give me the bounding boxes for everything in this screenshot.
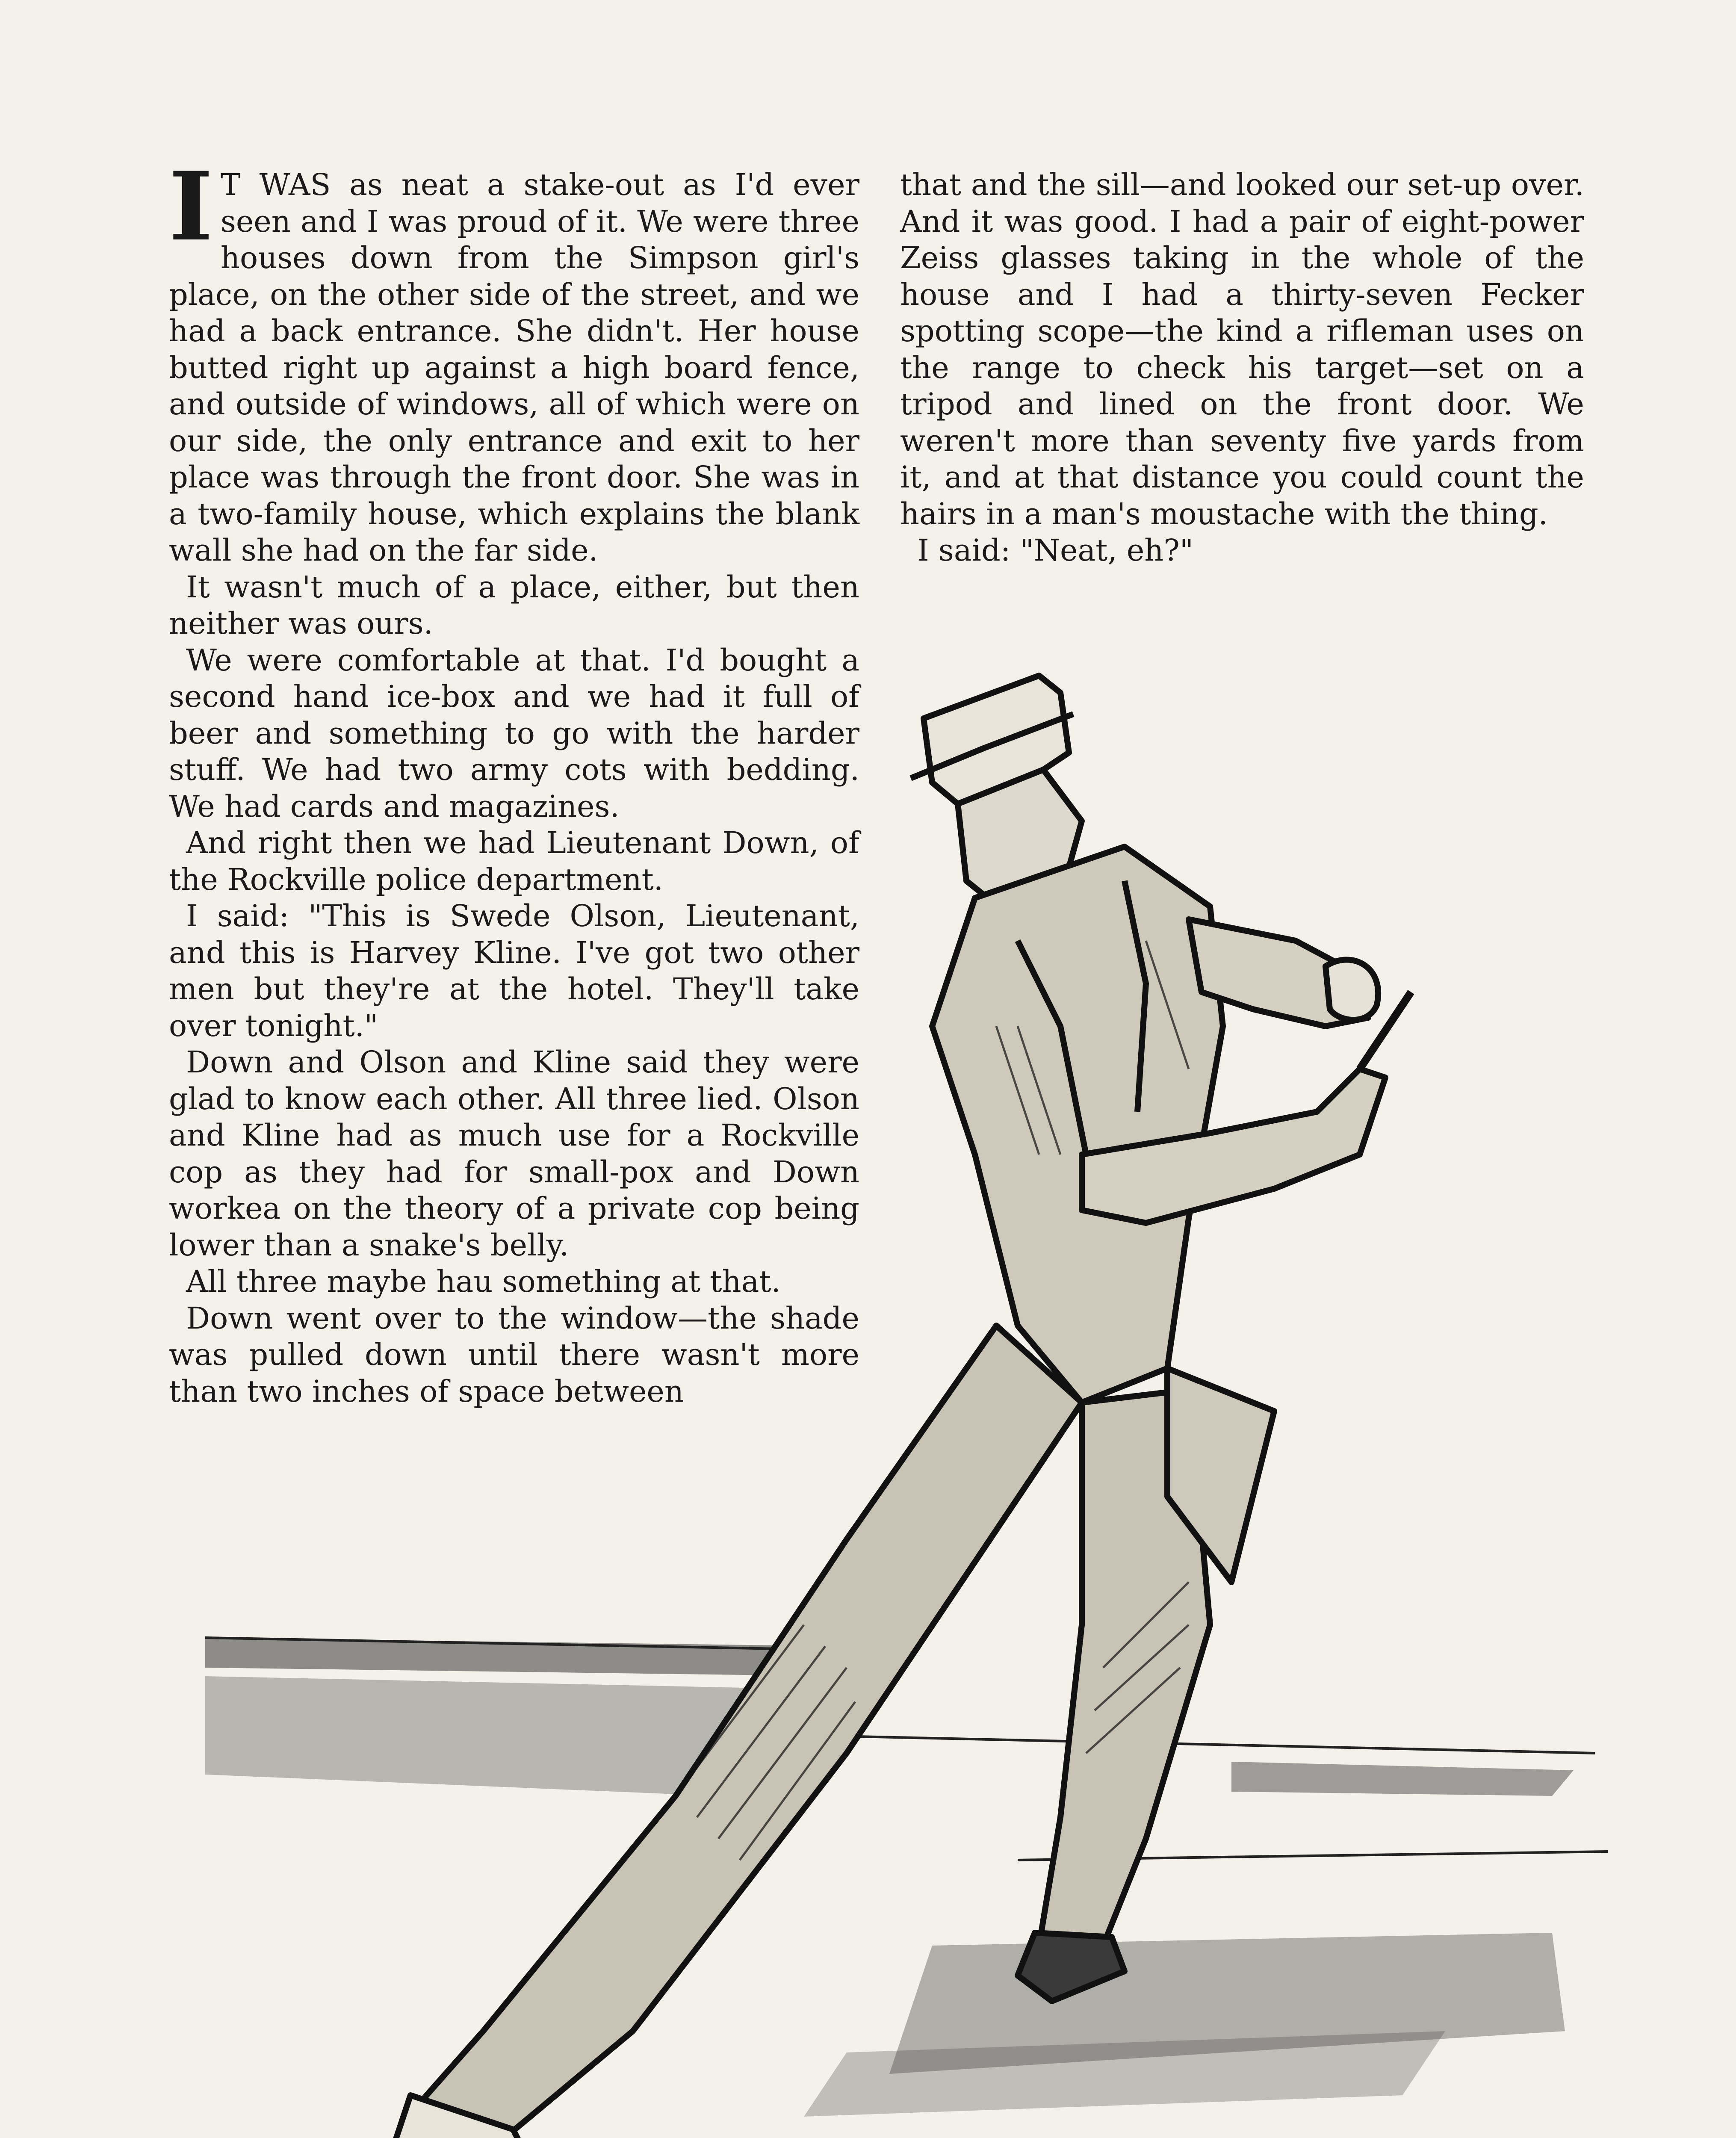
drop-cap: I <box>169 151 213 262</box>
paragraph: All three maybe hau something at that. <box>186 1264 781 1299</box>
right-text-column <box>900 167 1584 569</box>
ground-shading <box>205 1638 1574 2117</box>
running-figure <box>393 676 1411 2138</box>
paragraph: Down and Olson and Kline said they were glad to know each other. All three lied. Olson and Kline had as much use for a Rockville cop as they had for small-pox and Down workea on the theory of a private cop being lower than a snake's belly. <box>169 1045 859 1263</box>
paragraph: that and the sill—and looked our set-up over. And it was good. I had a pair of eight-power Zeiss glasses taking in the whole of the house and I had a thirty-seven Fecker spotting scope—the kind a rifleman uses on the range to check his target—set on a tripod and lined on the front door. We weren't more than seventy five yards from it, and at that distance you could count the hairs in a man's moustache with the thing. <box>900 167 1584 532</box>
paragraph: We were comfortable at that. I'd bought a second hand ice-box and we had it full of beer and something to go with the harder stuff. We had two army cots with bedding. We had cards and magazines. <box>169 642 859 824</box>
paragraph: I said: "This is Swede Olson, Lieutenant, and this is Harvey Kline. I've got two other men but they're at the hotel. They'll take over tonight." <box>169 898 859 1043</box>
paragraph: And right then we had Lieutenant Down, of the Rockville police department. <box>169 825 859 897</box>
paragraph: T WAS as neat a stake-out as I'd ever seen and I was proud of it. We were three houses down from the Simpson girl's place, on the other side of the street, and we had a back entrance. She didn't. Her house butted right up against a high board fence, and outside of windows, all of which were on our side, the only entrance and exit to her place was through the front door. She was in a two-family house, which explains the blank wall she had on the far side. <box>169 167 859 568</box>
running-man-illustration <box>205 641 1616 2138</box>
paragraph: It wasn't much of a place, either, but then neither was ours. <box>169 569 859 641</box>
paragraph: Down went over to the window—the shade was pulled down until there wasn't more than two inches of space between <box>169 1300 859 1409</box>
paragraph: I said: "Neat, eh?" <box>917 533 1194 568</box>
